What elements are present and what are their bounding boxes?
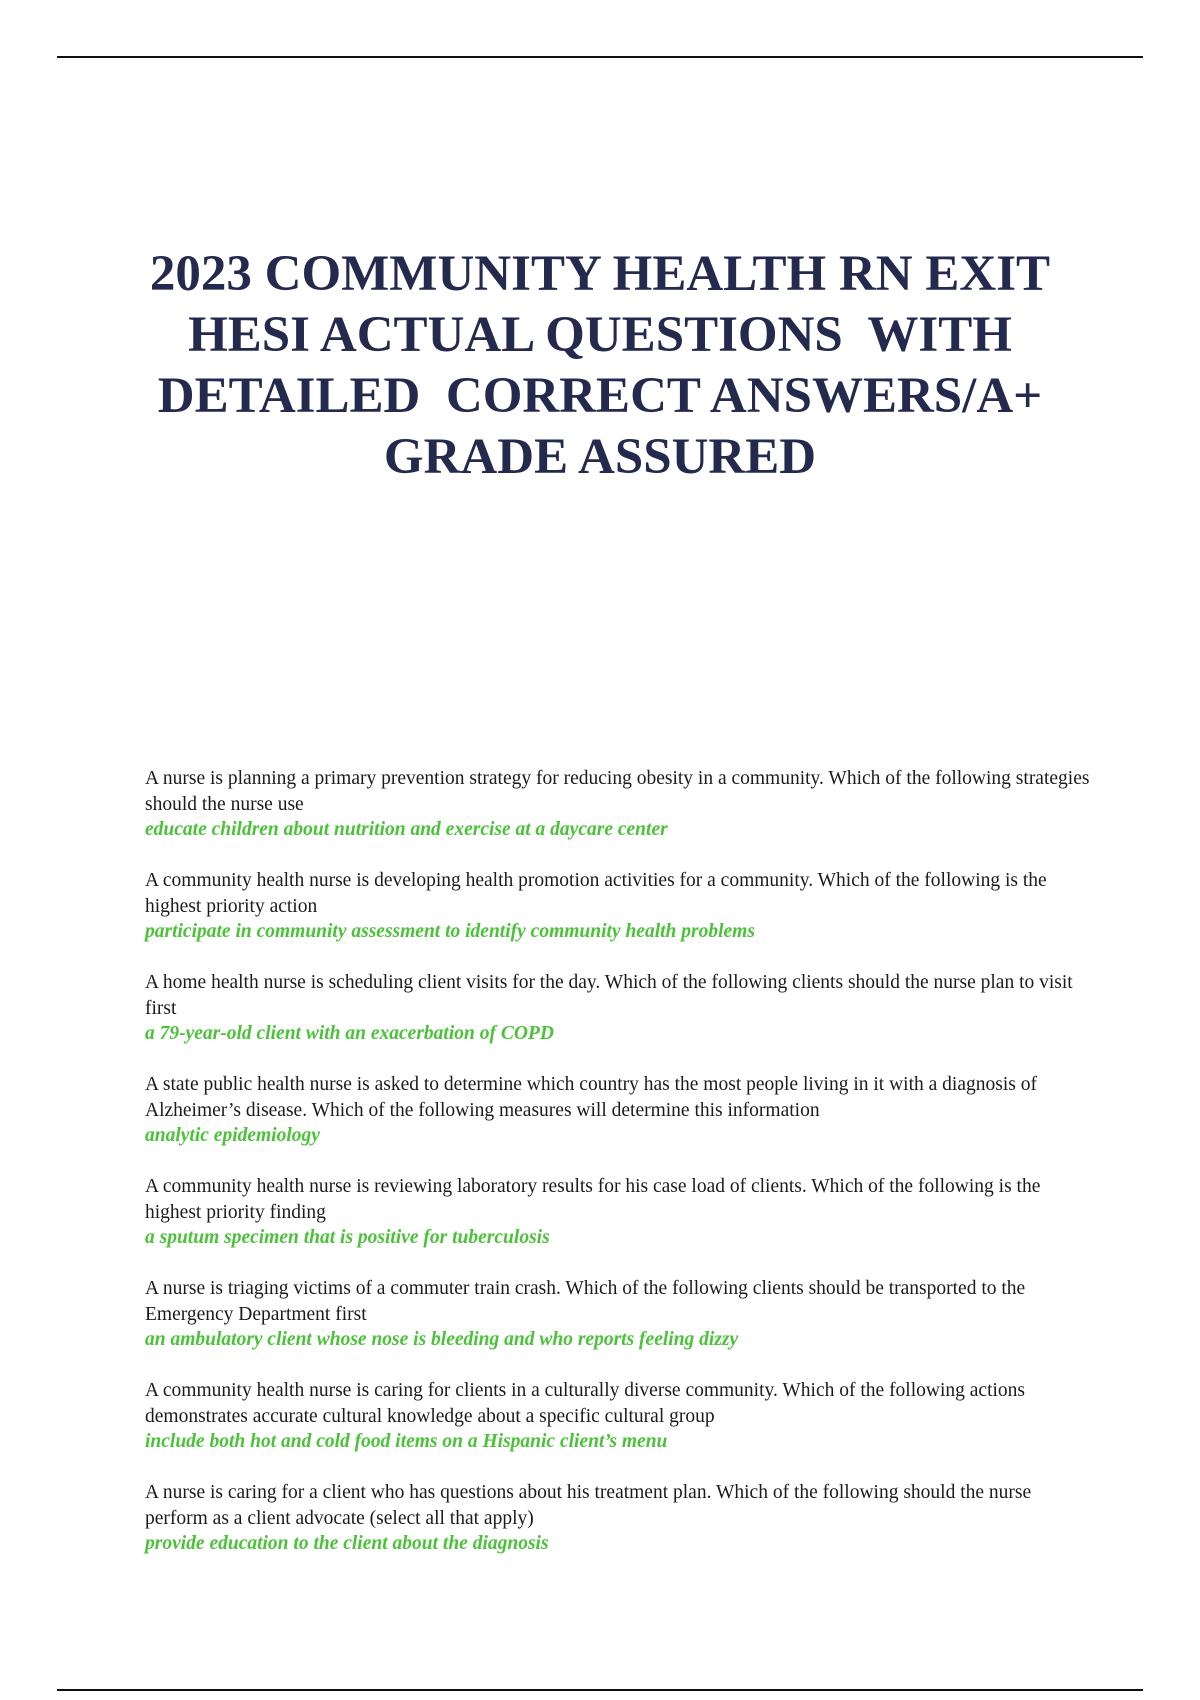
answer-text: include both hot and cold food items on a Hispanic client’s menu: [145, 1431, 668, 1452]
question-text: A nurse is triaging victims of a commuter train crash. Which of the following clients should be transported to the Emergency Department first: [145, 1278, 1026, 1325]
question-text: A community health nurse is developing health promotion activities for a community. Which of the following is the highest priority action: [145, 870, 1047, 917]
answer-text: a sputum specimen that is positive for tuberculosis: [145, 1227, 550, 1248]
document-title: [100, 244, 1100, 488]
qa-item: [145, 1072, 1090, 1174]
qa-item: [145, 766, 1090, 868]
answer-text: educate children about nutrition and exercise at a daycare center: [145, 819, 668, 840]
answer-text: participate in community assessment to identify community health problems: [145, 921, 755, 942]
answer-text: a 79-year-old client with an exacerbation of COPD: [145, 1023, 554, 1044]
qa-item: [145, 868, 1090, 970]
title-line: GRADE ASSURED: [383, 429, 817, 485]
question-text: A nurse is planning a primary prevention strategy for reducing obesity in a community. Which of the following strategies should the nurse use: [145, 768, 1090, 815]
title-line: HESI ACTUAL QUESTIONS WITH: [188, 307, 1012, 363]
qa-item: [145, 1480, 1090, 1582]
answer-text: analytic epidemiology: [145, 1125, 320, 1146]
question-text: A home health nurse is scheduling client visits for the day. Which of the following clients should the nurse plan to visit first: [145, 972, 1073, 1019]
title-line: 2023 COMMUNITY HEALTH RN EXIT: [149, 246, 1051, 302]
question-text: A nurse is caring for a client who has questions about his treatment plan. Which of the following should the nurse perform as a client advocate (select all that apply): [145, 1482, 1032, 1529]
title-line: DETAILED CORRECT ANSWERS/A+: [157, 368, 1043, 424]
answer-text: provide education to the client about the diagnosis: [145, 1533, 549, 1554]
answer-text: an ambulatory client whose nose is bleeding and who reports feeling dizzy: [145, 1329, 739, 1350]
question-text: A community health nurse is reviewing laboratory results for his case load of clients. Which of the following is the highest priority finding: [145, 1176, 1041, 1223]
question-text: A state public health nurse is asked to determine which country has the most people living in it with a diagnosis of Alzheimer’s disease. Which of the following measures will determine this information: [145, 1074, 1037, 1121]
qa-item: [145, 1276, 1090, 1378]
bottom-rule: [57, 1689, 1143, 1691]
qa-item: [145, 1174, 1090, 1276]
question-answer-list: [145, 766, 1090, 1582]
question-text: A community health nurse is caring for clients in a culturally diverse community. Which of the following actions demonstrates accurate cultural knowledge about a specific cultural group: [145, 1380, 1026, 1427]
qa-item: [145, 970, 1090, 1072]
qa-item: [145, 1378, 1090, 1480]
top-rule: [57, 56, 1143, 58]
